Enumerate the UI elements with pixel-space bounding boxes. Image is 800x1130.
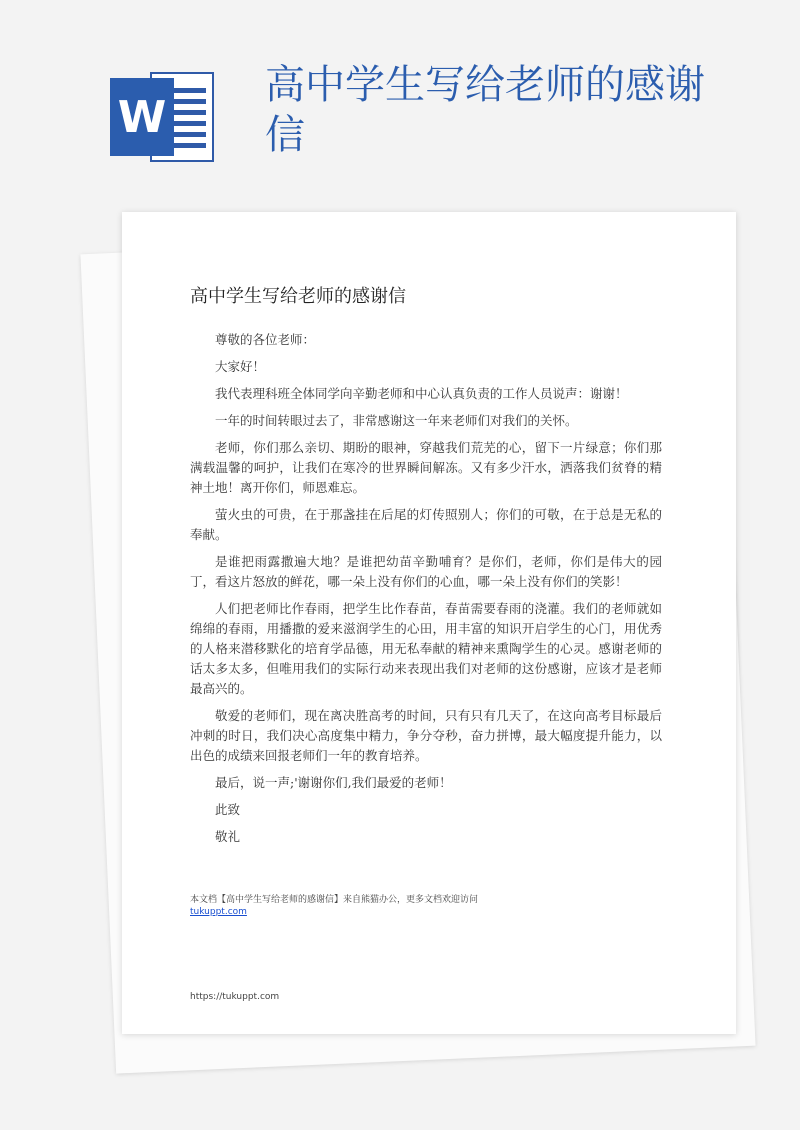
- paragraph: 是谁把雨露撒遍大地？是谁把幼苗辛勤哺育？是你们，老师，你们是伟大的园丁，看这片怒放的鲜花，哪一朵上没有你们的心血，哪一朵上没有你们的笑影！: [190, 554, 662, 589]
- paragraph: 老师，你们那么亲切、期盼的眼神，穿越我们荒芜的心，留下一片绿意；你们那满载温馨的呵护，让我们在寒冷的世界瞬间解冻。又有多少汗水，洒落我们贫脊的精神土地！离开你们，师恩难忘。: [190, 440, 662, 495]
- text-lines-icon: [172, 88, 206, 154]
- footer-url: https://tukuppt.com: [190, 992, 280, 1002]
- paragraph: 人们把老师比作春雨，把学生比作春苗，春苗需要春雨的浇灌。我们的老师就如绵绵的春雨，用播撒的爱来滋润学生的心田，用丰富的知识开启学生的心门，用优秀的人格来潜移默化的培育学品德，用无私奉献的精神来熏陶学生的心灵。感谢老师的话太多太多，但唯用我们的实际行动来表现出我们对老师的这份感谢，应该才是老师最高兴的。: [190, 601, 662, 696]
- footer-note-text: 本文档【高中学生写给老师的感谢信】来自熊猫办公，更多文档欢迎访问: [190, 895, 479, 905]
- paragraph: 我代表理科班全体同学向辛勤老师和中心认真负责的工作人员说声：谢谢！: [215, 386, 628, 401]
- closing-salute: 敬礼: [215, 829, 241, 844]
- word-document-icon: [110, 72, 214, 162]
- footer-link[interactable]: tukuppt.com: [190, 907, 247, 917]
- document-title: 高中学生写给老师的感谢信: [190, 286, 406, 307]
- word-badge: W: [110, 78, 174, 156]
- greeting: 大家好！: [215, 359, 266, 374]
- footer-note: [190, 894, 670, 918]
- paragraph: 一年的时间转眼过去了，非常感谢这一年来老师们对我们的关怀。: [215, 413, 578, 428]
- paragraph: 敬爱的老师们，现在离决胜高考的时间，只有只有几天了，在这向高考目标最后冲刺的时日，我们决心高度集中精力，争分夺秒，奋力拼博，最大幅度提升能力，以出色的成绩来回报老师们一年的教育培养。: [190, 708, 662, 763]
- document-body: [190, 330, 662, 854]
- closing-line: 此致: [215, 802, 241, 817]
- document-page: [122, 212, 736, 1034]
- page-title: 高中学生写给老师的感谢信: [265, 62, 705, 158]
- paragraph: 最后，说一声;'谢谢你们,我们最爱的老师！: [215, 775, 452, 790]
- greeting-salutation: 尊敬的各位老师：: [215, 332, 316, 347]
- paragraph: 萤火虫的可贵，在于那盏挂在后尾的灯传照别人；你们的可敬，在于总是无私的奉献。: [190, 507, 662, 542]
